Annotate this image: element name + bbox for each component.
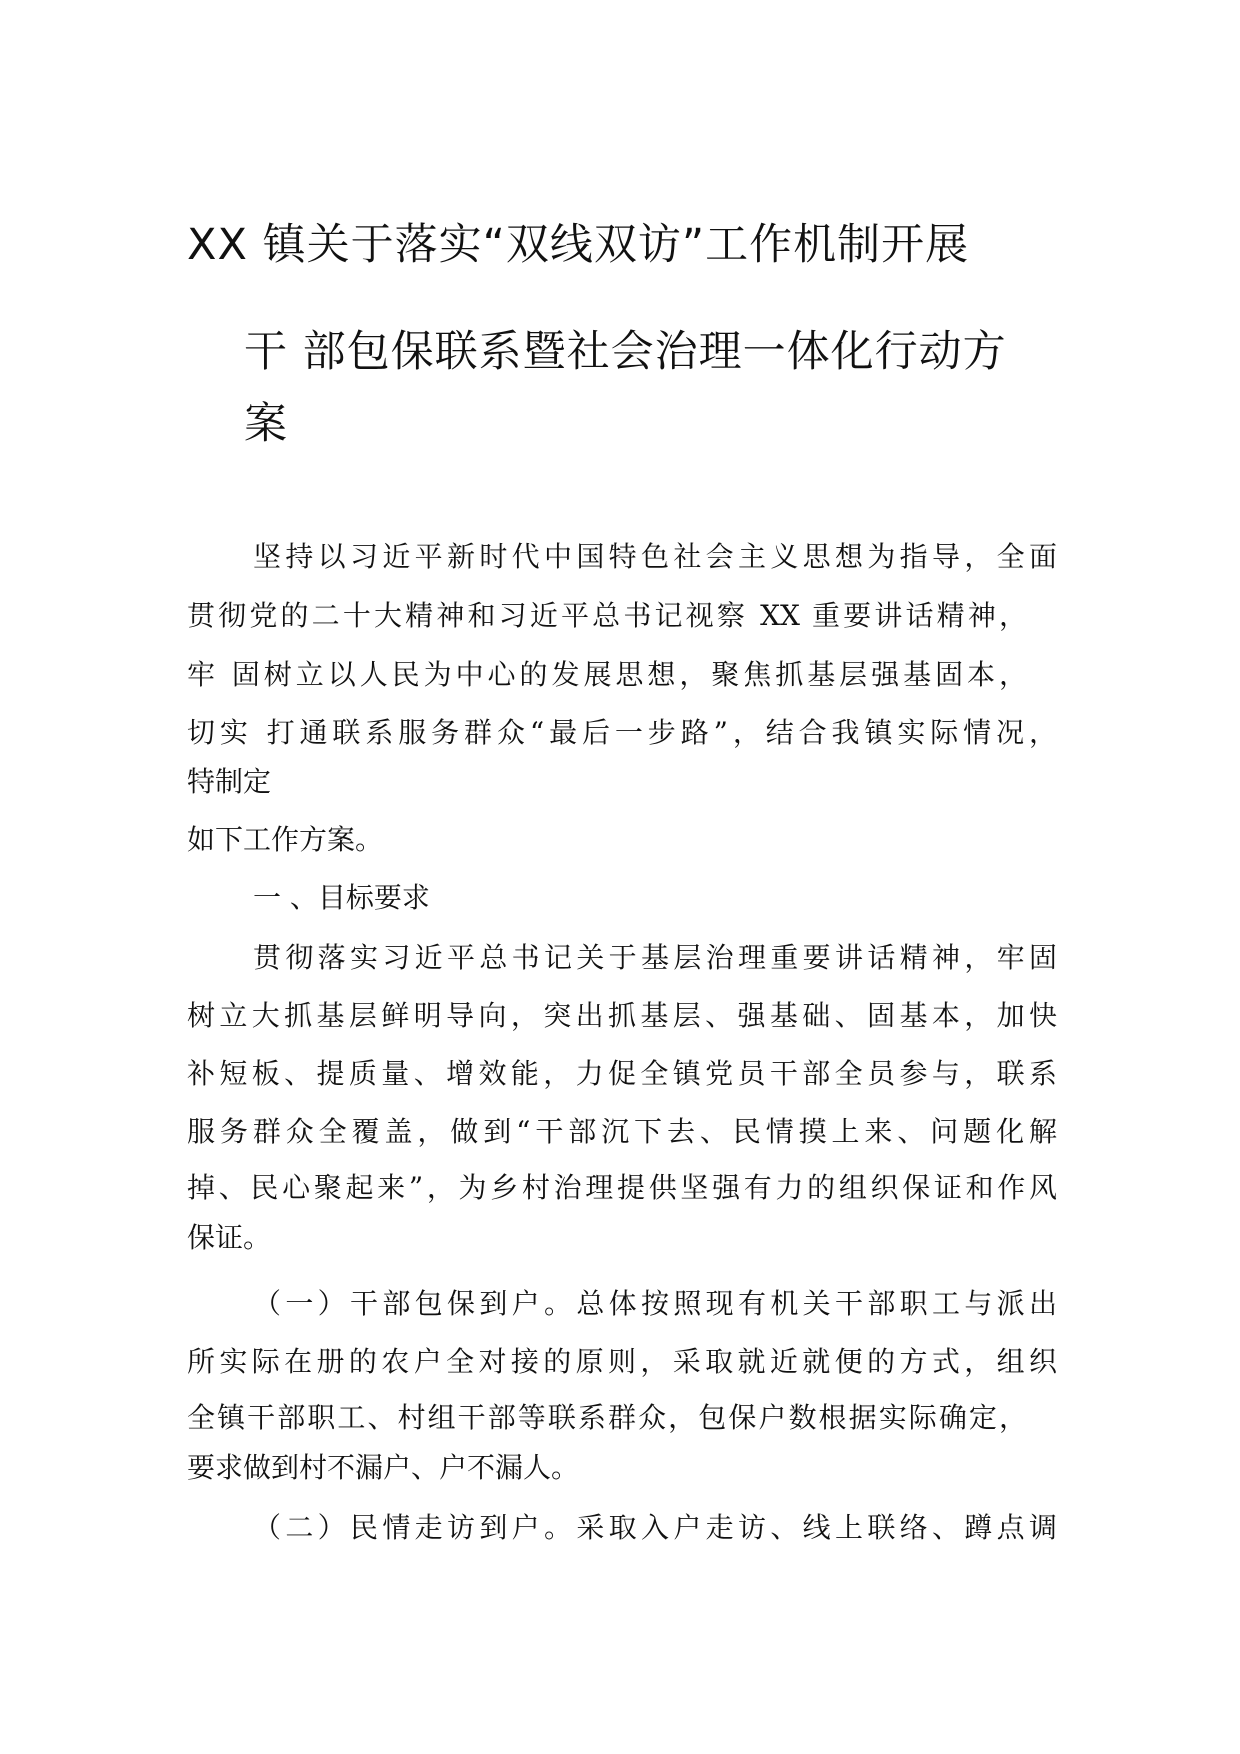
item1-line-3: 全镇干部职工、村组干部等联系群众，包保户数根据实际确定， [187,1401,1027,1434]
item2-line-1: （二）民情走访到户。采取入户走访、线上联络、蹲点调 [253,1511,1057,1544]
intro-line-2: 贯彻党的二十大精神和习近平总书记视察 XX 重要讲话精神， [187,599,1027,632]
item1-line-4: 要求做到村不漏户、户不漏人。 [187,1451,580,1484]
section1-line-5: 掉、民心聚起来”，为乡村治理提供坚强有力的组织保证和作风 [187,1171,1057,1204]
intro-line-4: 切实 打通联系服务群众“最后一步路”，结合我镇实际情况， [187,716,1057,749]
title-line-2: 干 部包保联系暨社会治理一体化行动方 [244,327,1007,377]
intro-line-1: 坚持以习近平新时代中国特色社会主义思想为指导，全面 [253,540,1057,573]
intro-line-5: 特制定 [187,765,272,798]
section1-line-3: 补短板、提质量、增效能，力促全镇党员干部全员参与，联系 [187,1057,1057,1090]
section1-line-6: 保证。 [187,1221,272,1254]
title-line-1: XX 镇关于落实“双线双访”工作机制开展 [187,220,970,270]
intro-line-3: 牢 固树立以人民为中心的发展思想，聚焦抓基层强基固本， [187,658,1027,691]
item1-line-2: 所实际在册的农户全对接的原则，采取就近就便的方式，组织 [187,1345,1057,1378]
section1-line-1: 贯彻落实习近平总书记关于基层治理重要讲话精神，牢固 [253,941,1057,974]
section1-line-2: 树立大抓基层鲜明导向，突出抓基层、强基础、固基本，加快 [187,999,1057,1032]
section1-line-4: 服务群众全覆盖，做到“干部沉下去、民情摸上来、问题化解 [187,1115,1057,1148]
title-line-3: 案 [244,399,288,449]
intro-line-6: 如下工作方案。 [187,823,384,856]
section1-heading: 一 、目标要求 [253,881,430,914]
item1-line-1: （一）干部包保到户。总体按照现有机关干部职工与派出 [253,1287,1057,1320]
